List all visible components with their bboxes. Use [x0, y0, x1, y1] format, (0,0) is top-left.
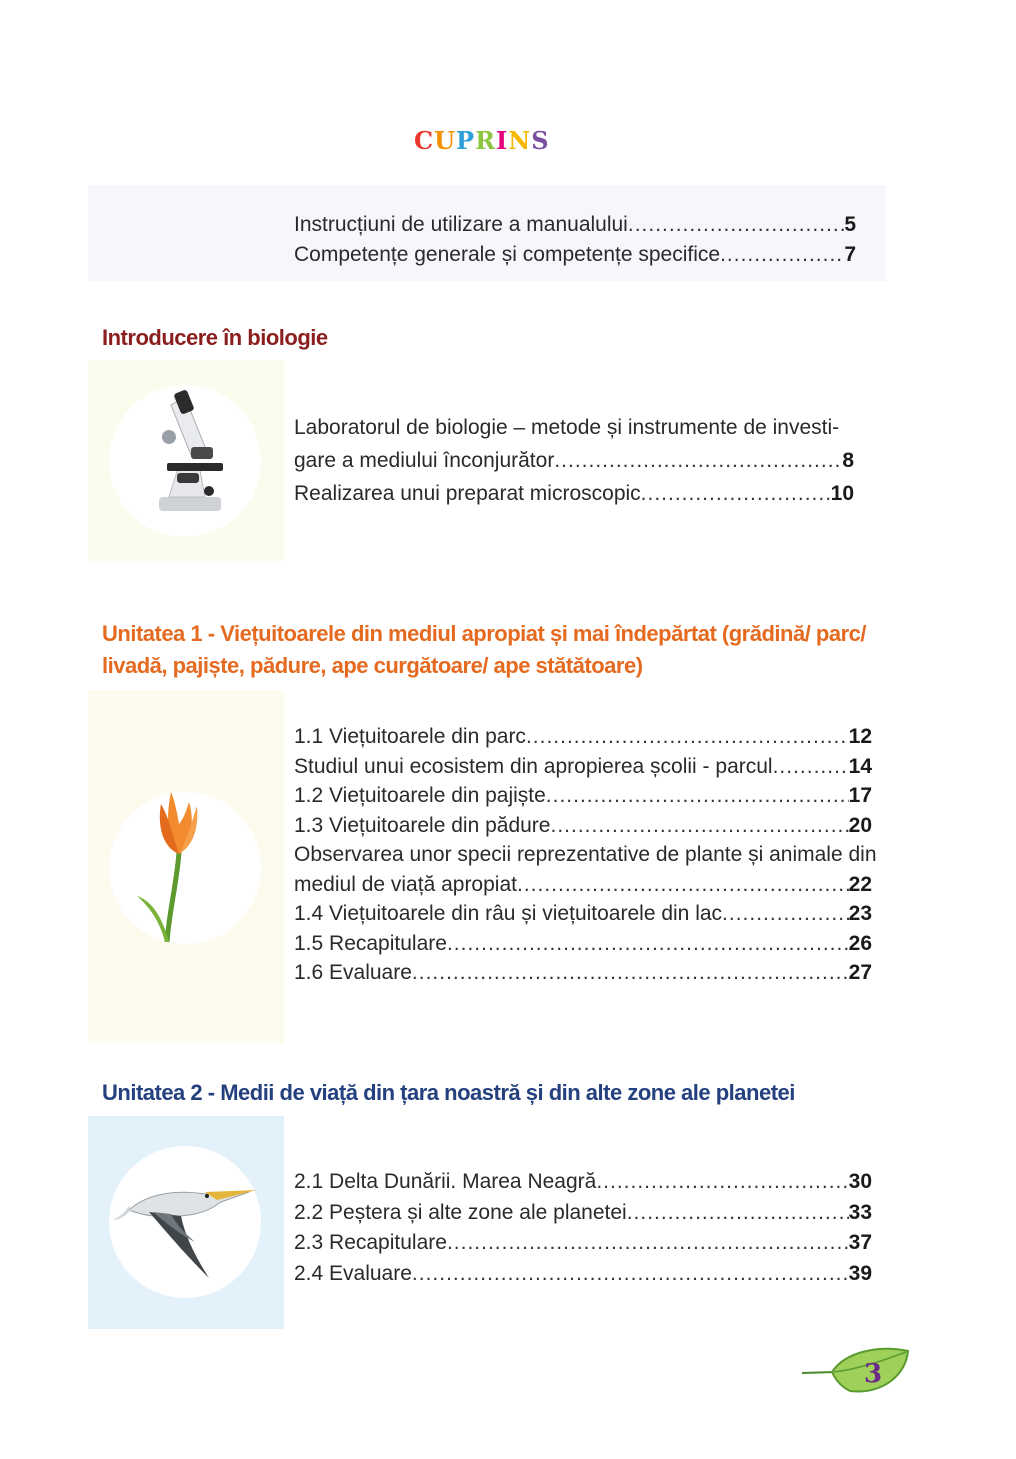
toc-page: 14 — [848, 754, 872, 778]
toc-leader — [412, 1259, 849, 1290]
toc-entry[interactable] — [294, 781, 872, 811]
title-letter: I — [496, 126, 509, 155]
toc-page: 26 — [848, 931, 872, 955]
toc-page: 5 — [844, 213, 856, 236]
section-heading-intro: Introducere în biologie — [102, 325, 328, 350]
toc-entry[interactable] — [294, 722, 872, 752]
page-title — [414, 126, 550, 155]
toc-entry[interactable] — [294, 1167, 872, 1198]
toc-entry[interactable] — [294, 1198, 872, 1229]
toc-label: Observarea unor specii reprezentative de plante și animale din — [294, 843, 877, 866]
page-number: 3 — [864, 1359, 883, 1389]
title-letter: U — [434, 126, 457, 155]
toc-entry[interactable] — [294, 899, 872, 929]
toc-page: 27 — [848, 961, 872, 984]
toc-label: Laboratorul de biologie – metode și instrumente de investi- — [294, 416, 840, 439]
toc-label: 2.2 Peștera și alte zone ale planetei — [294, 1200, 627, 1224]
toc-leader — [720, 240, 844, 270]
toc-page: 10 — [830, 482, 854, 505]
image-circle — [109, 385, 261, 537]
toc-entry[interactable] — [294, 1259, 872, 1290]
toc-page: 7 — [844, 242, 856, 266]
toc-leader — [596, 1167, 848, 1198]
toc-label: Instrucțiuni de utilizare a manualului — [294, 213, 628, 236]
toc-label: 1.6 Evaluare — [294, 961, 412, 984]
leaf-icon — [802, 1345, 912, 1397]
toc-leader — [627, 1198, 849, 1229]
image-circle — [109, 792, 261, 944]
section-heading-unit-1 — [102, 618, 892, 682]
section-heading-unit-2: Unitatea 2 - Medii de viață din țara noastră și din alte zone ale planetei — [102, 1080, 795, 1105]
toc-entry[interactable] — [294, 1228, 872, 1259]
toc-entry[interactable] — [294, 811, 872, 841]
toc-leader — [773, 752, 849, 782]
section-image-panel — [88, 690, 284, 1043]
title-letter: N — [508, 126, 532, 155]
intro-toc — [294, 210, 856, 269]
section-toc — [294, 722, 877, 988]
toc-leader — [554, 444, 842, 477]
toc-label: Competențe generale și competențe specifice — [294, 242, 721, 266]
image-circle — [109, 1146, 261, 1298]
toc-label: 2.4 Evaluare — [294, 1261, 412, 1285]
toc-leader — [546, 781, 849, 811]
toc-label: 2.1 Delta Dunării. Marea Neagră — [294, 1170, 597, 1193]
toc-leader — [517, 870, 849, 900]
toc-entry[interactable] — [294, 411, 854, 444]
toc-page: 17 — [848, 784, 872, 807]
toc-label: mediul de viață apropiat — [294, 872, 517, 896]
section-toc — [294, 1167, 872, 1289]
tulip-icon — [109, 792, 261, 944]
toc-page: 8 — [842, 449, 854, 472]
toc-entry[interactable] — [294, 444, 854, 477]
toc-label: Studiul unui ecosistem din apropierea școlii - parcul — [294, 754, 773, 778]
toc-page: 30 — [848, 1170, 872, 1193]
toc-label: 1.4 Viețuitoarele din râu și viețuitoarele din lac — [294, 902, 723, 925]
pelican-icon — [109, 1146, 261, 1298]
title-letter: S — [531, 126, 550, 155]
toc-label: 1.2 Viețuitoarele din pajiște — [294, 784, 546, 807]
toc-page: 37 — [848, 1231, 872, 1254]
toc-leader — [412, 958, 849, 988]
toc-page: 22 — [848, 872, 872, 896]
toc-entry[interactable] — [294, 240, 856, 270]
heading-line: livadă, pajiște, pădure, ape curgătoare/ ape stătătoare) — [102, 653, 643, 678]
toc-entry[interactable] — [294, 477, 854, 510]
toc-label: 1.5 Recapitulare — [294, 931, 447, 955]
toc-entry[interactable] — [294, 870, 872, 900]
page-number-badge — [802, 1345, 912, 1397]
toc-entry[interactable] — [294, 929, 872, 959]
section-image-panel — [88, 360, 284, 561]
toc-page: 33 — [848, 1200, 872, 1224]
toc-label: 2.3 Recapitulare — [294, 1231, 447, 1254]
toc-entry[interactable] — [294, 840, 877, 870]
toc-leader — [550, 811, 848, 841]
toc-leader — [447, 929, 849, 959]
toc-page: 39 — [848, 1261, 872, 1285]
toc-label: 1.3 Viețuitoarele din pădure — [294, 813, 551, 837]
title-letter: R — [475, 126, 497, 155]
title-letter: C — [414, 126, 435, 155]
toc-leader — [628, 210, 844, 240]
toc-leader — [447, 1228, 849, 1259]
toc-entry[interactable] — [294, 752, 872, 782]
microscope-icon — [109, 385, 261, 537]
toc-label: gare a mediului înconjurător — [294, 449, 555, 472]
toc-page: 20 — [848, 813, 872, 837]
toc-leader — [722, 899, 849, 929]
toc-label: 1.1 Viețuitoarele din parc — [294, 725, 526, 748]
toc-entry[interactable] — [294, 210, 856, 240]
toc-label: Realizarea unui preparat microscopic — [294, 482, 641, 505]
toc-page: 12 — [848, 725, 872, 748]
toc-leader — [526, 722, 849, 752]
toc-leader — [641, 477, 831, 510]
section-image-panel — [88, 1116, 284, 1329]
heading-line: Unitatea 1 - Viețuitoarele din mediul apropiat și mai îndepărtat (grădină/ parc/ — [102, 621, 866, 646]
toc-entry[interactable] — [294, 958, 872, 988]
toc-page: 23 — [848, 902, 872, 925]
title-letter: P — [456, 126, 476, 155]
section-toc — [294, 411, 854, 510]
